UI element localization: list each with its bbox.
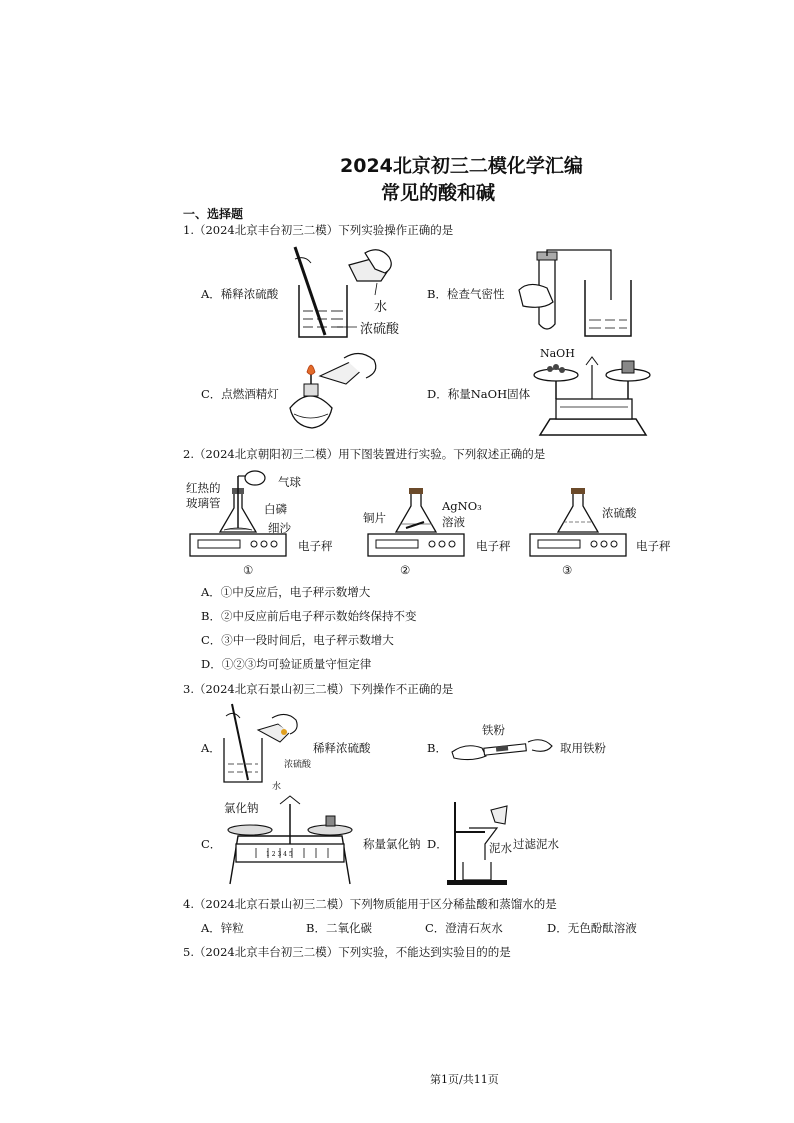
q2-label-scale1: 电子秤 (298, 539, 333, 553)
q1-label-acid: 浓硫酸 (360, 322, 400, 337)
q2-number-1: ① (243, 563, 254, 577)
q3-a-water: 水 (272, 782, 282, 792)
q4-stem: 4.（2024北京石景山初三二模）下列物质能用于区分稀盐酸和蒸馏水的是 (183, 897, 557, 911)
q2-label-copper: 铜片 (363, 511, 386, 525)
q3-a-figure (218, 702, 308, 790)
section-heading: 一、选择题 (183, 207, 244, 221)
q3-d-label: 过滤泥水 (513, 837, 559, 851)
q3-stem: 3.（2024北京石景山初三二模）下列操作不正确的是 (183, 682, 454, 696)
q2-label-balloon: 气球 (278, 475, 301, 489)
q4-option-b: B．二氧化碳 (306, 921, 372, 935)
q5-stem: 5.（2024北京丰台初三二模）下列实验，不能达到实验目的的是 (183, 945, 511, 959)
q1-c-figure (282, 348, 382, 433)
svg-text:1 2 3 4 5: 1 2 3 4 5 (266, 851, 293, 858)
q2-label-agno3: AgNO₃ (442, 499, 482, 513)
q3-b-label: 取用铁粉 (560, 741, 606, 755)
q2-stem: 2.（2024北京朝阳初三二模）用下图装置进行实验。下列叙述正确的是 (183, 447, 546, 461)
q2-number-2: ② (400, 563, 411, 577)
q1-label-naoh: NaOH (540, 347, 575, 360)
q2-fig3 (530, 486, 630, 560)
q2-label-scale3: 电子秤 (636, 539, 671, 553)
q3-option-b: B． (427, 741, 447, 755)
q4-option-c: C．澄清石灰水 (425, 921, 503, 935)
q2-label-sand: 细沙 (268, 521, 291, 535)
q2-option-b: B．②中反应前后电子秤示数始终保持不变 (201, 609, 417, 623)
q1-label-water: 水 (374, 300, 388, 315)
q4-option-d: D．无色酚酞溶液 (547, 921, 637, 935)
q2-label-tube1: 红热的 (186, 481, 221, 495)
q3-c-nacl: 氯化钠 (224, 801, 259, 815)
q1-option-a: A．稀释浓硫酸 (201, 287, 279, 301)
q2-option-a: A．①中反应后，电子秤示数增大 (201, 585, 371, 599)
q2-label-tube2: 玻璃管 (186, 496, 221, 510)
q1-option-d: D．称量NaOH固体 (427, 387, 531, 401)
page-footer: 第1页/共11页 (430, 1073, 499, 1086)
q2-number-3: ③ (562, 563, 573, 577)
doc-title-line2: 常见的酸和碱 (381, 182, 496, 204)
q2-option-d: D．①②③均可验证质量守恒定律 (201, 657, 372, 671)
q2-label-phosphorus: 白磷 (264, 502, 287, 516)
q3-option-d: D． (427, 837, 448, 851)
q1-b-figure (515, 250, 635, 340)
q2-label-solution: 溶液 (442, 515, 465, 529)
q3-b-iron: 铁粉 (482, 723, 505, 737)
q1-option-b: B．检查气密性 (427, 287, 505, 301)
q3-a-label: 稀释浓硫酸 (313, 741, 371, 755)
q1-stem: 1.（2024北京丰台初三二模）下列实验操作正确的是 (183, 223, 454, 237)
q1-option-c: C．点燃酒精灯 (201, 387, 279, 401)
q3-a-acid: 浓硫酸 (284, 760, 312, 770)
q4-option-a: A．锌粒 (201, 921, 244, 935)
q3-option-a: A． (201, 741, 221, 755)
q2-option-c: C．③中一段时间后，电子秤示数增大 (201, 633, 394, 647)
q3-c-label: 称量氯化钠 (363, 837, 421, 851)
q2-label-scale2: 电子秤 (476, 539, 511, 553)
q3-option-c: C． (201, 837, 222, 851)
q3-d-mud: 泥水 (489, 841, 512, 855)
doc-title-line1: 2024北京初三二模化学汇编 (340, 155, 583, 177)
q2-label-h2so4: 浓硫酸 (602, 506, 637, 520)
